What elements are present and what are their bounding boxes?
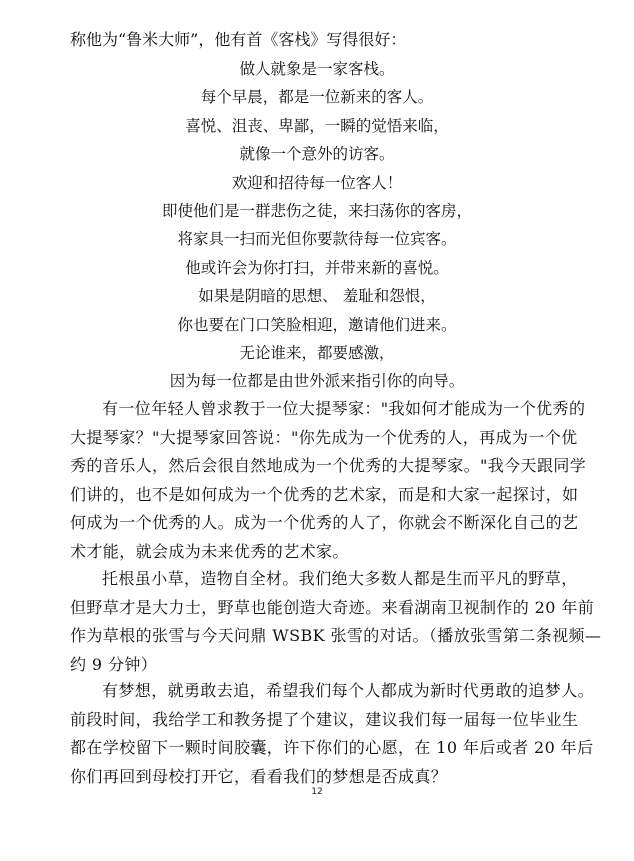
poem-block: [70, 55, 564, 396]
poem-line: 他或许会为你打扫，并带来新的喜悦。: [185, 258, 449, 277]
paragraph-line: 何成为一个优秀的人。成为一个优秀的人了，你就会不断深化自己的艺: [70, 513, 579, 532]
poem-line: 就像一个意外的访客。: [239, 145, 395, 164]
paragraph-line: 们讲的，也不是如何成为一个优秀的艺术家，而是和大家一起探讨，如: [70, 484, 579, 504]
poem-line: 喜悦、沮丧、卑鄙，一瞬的觉悟来临，: [185, 116, 449, 135]
paragraph-line: 都在学校留下一颗时间胶囊，许下你们的心愿，在 10 年后或者 20 年后: [70, 738, 594, 757]
poem-line: 做人就象是一家客栈。: [239, 60, 395, 78]
poem-line: 如果是阴暗的思想、 羞耻和怨恨，: [198, 287, 436, 306]
paragraph-line: 秀的音乐人，然后会很自然地成为一个优秀的大提琴家。"我今天跟同学: [70, 456, 587, 475]
paragraph-dream: [70, 677, 595, 791]
poem-line: 你也要在门口笑脸相迎，邀请他们进来。: [177, 315, 457, 334]
poem-line: 每个早晨，都是一位新来的客人。: [200, 88, 434, 107]
page-number: 12: [311, 787, 323, 797]
paragraph-line: 有一位年轻人曾求教于一位大提琴家："我如何才能成为一个优秀的: [102, 399, 586, 418]
paragraph-line: 托根虽小草，造物自全材。我们绝大多数人都是生而平凡的野草，: [102, 569, 578, 588]
paragraph-line: 前段时间，我给学工和教务提了个建议，建议我们每一届每一位毕业生: [70, 709, 579, 729]
poem-line: 欢迎和招待每一位客人！: [231, 173, 403, 192]
poem-line: 将家具一扫而光但你要款待每一位宾客。: [177, 230, 457, 249]
intro-line: 称他为“鲁米大师”，他有首《客栈》写得很好：: [70, 30, 407, 49]
paragraph-line: 作为草根的张雪与今天问鼎 WSBK 张雪的对话。（播放张雪第二条视频—: [70, 626, 602, 645]
poem-line: 即使他们是一群悲伤之徒，来扫荡你的客房，: [161, 202, 472, 221]
poem-line: 因为每一位都是由世外派来指引你的向导。: [169, 372, 465, 391]
paragraph-line: 你们再回到母校打开它，看看我们的梦想是否成真？: [70, 766, 448, 786]
paragraph-line: 但野草才是大力士，野草也能创造大奇迹。来看湖南卫视制作的 20 年前: [70, 597, 595, 617]
poem-line: 无论谁来，都要感激，: [239, 344, 395, 363]
paragraph-cellist: [70, 395, 587, 566]
paragraph-line: 大提琴家？"大提琴家回答说："你先成为一个优秀的人，再成为一个优: [70, 427, 578, 447]
paragraph-grass: [70, 565, 602, 679]
paragraph-line: 有梦想，就勇敢去追，希望我们每个人都成为新时代勇敢的追梦人。: [102, 681, 595, 700]
paragraph-line: 术才能，就会成为未来优秀的艺术家。: [70, 541, 349, 561]
paragraph-line: 约 9 分钟）: [70, 654, 158, 674]
